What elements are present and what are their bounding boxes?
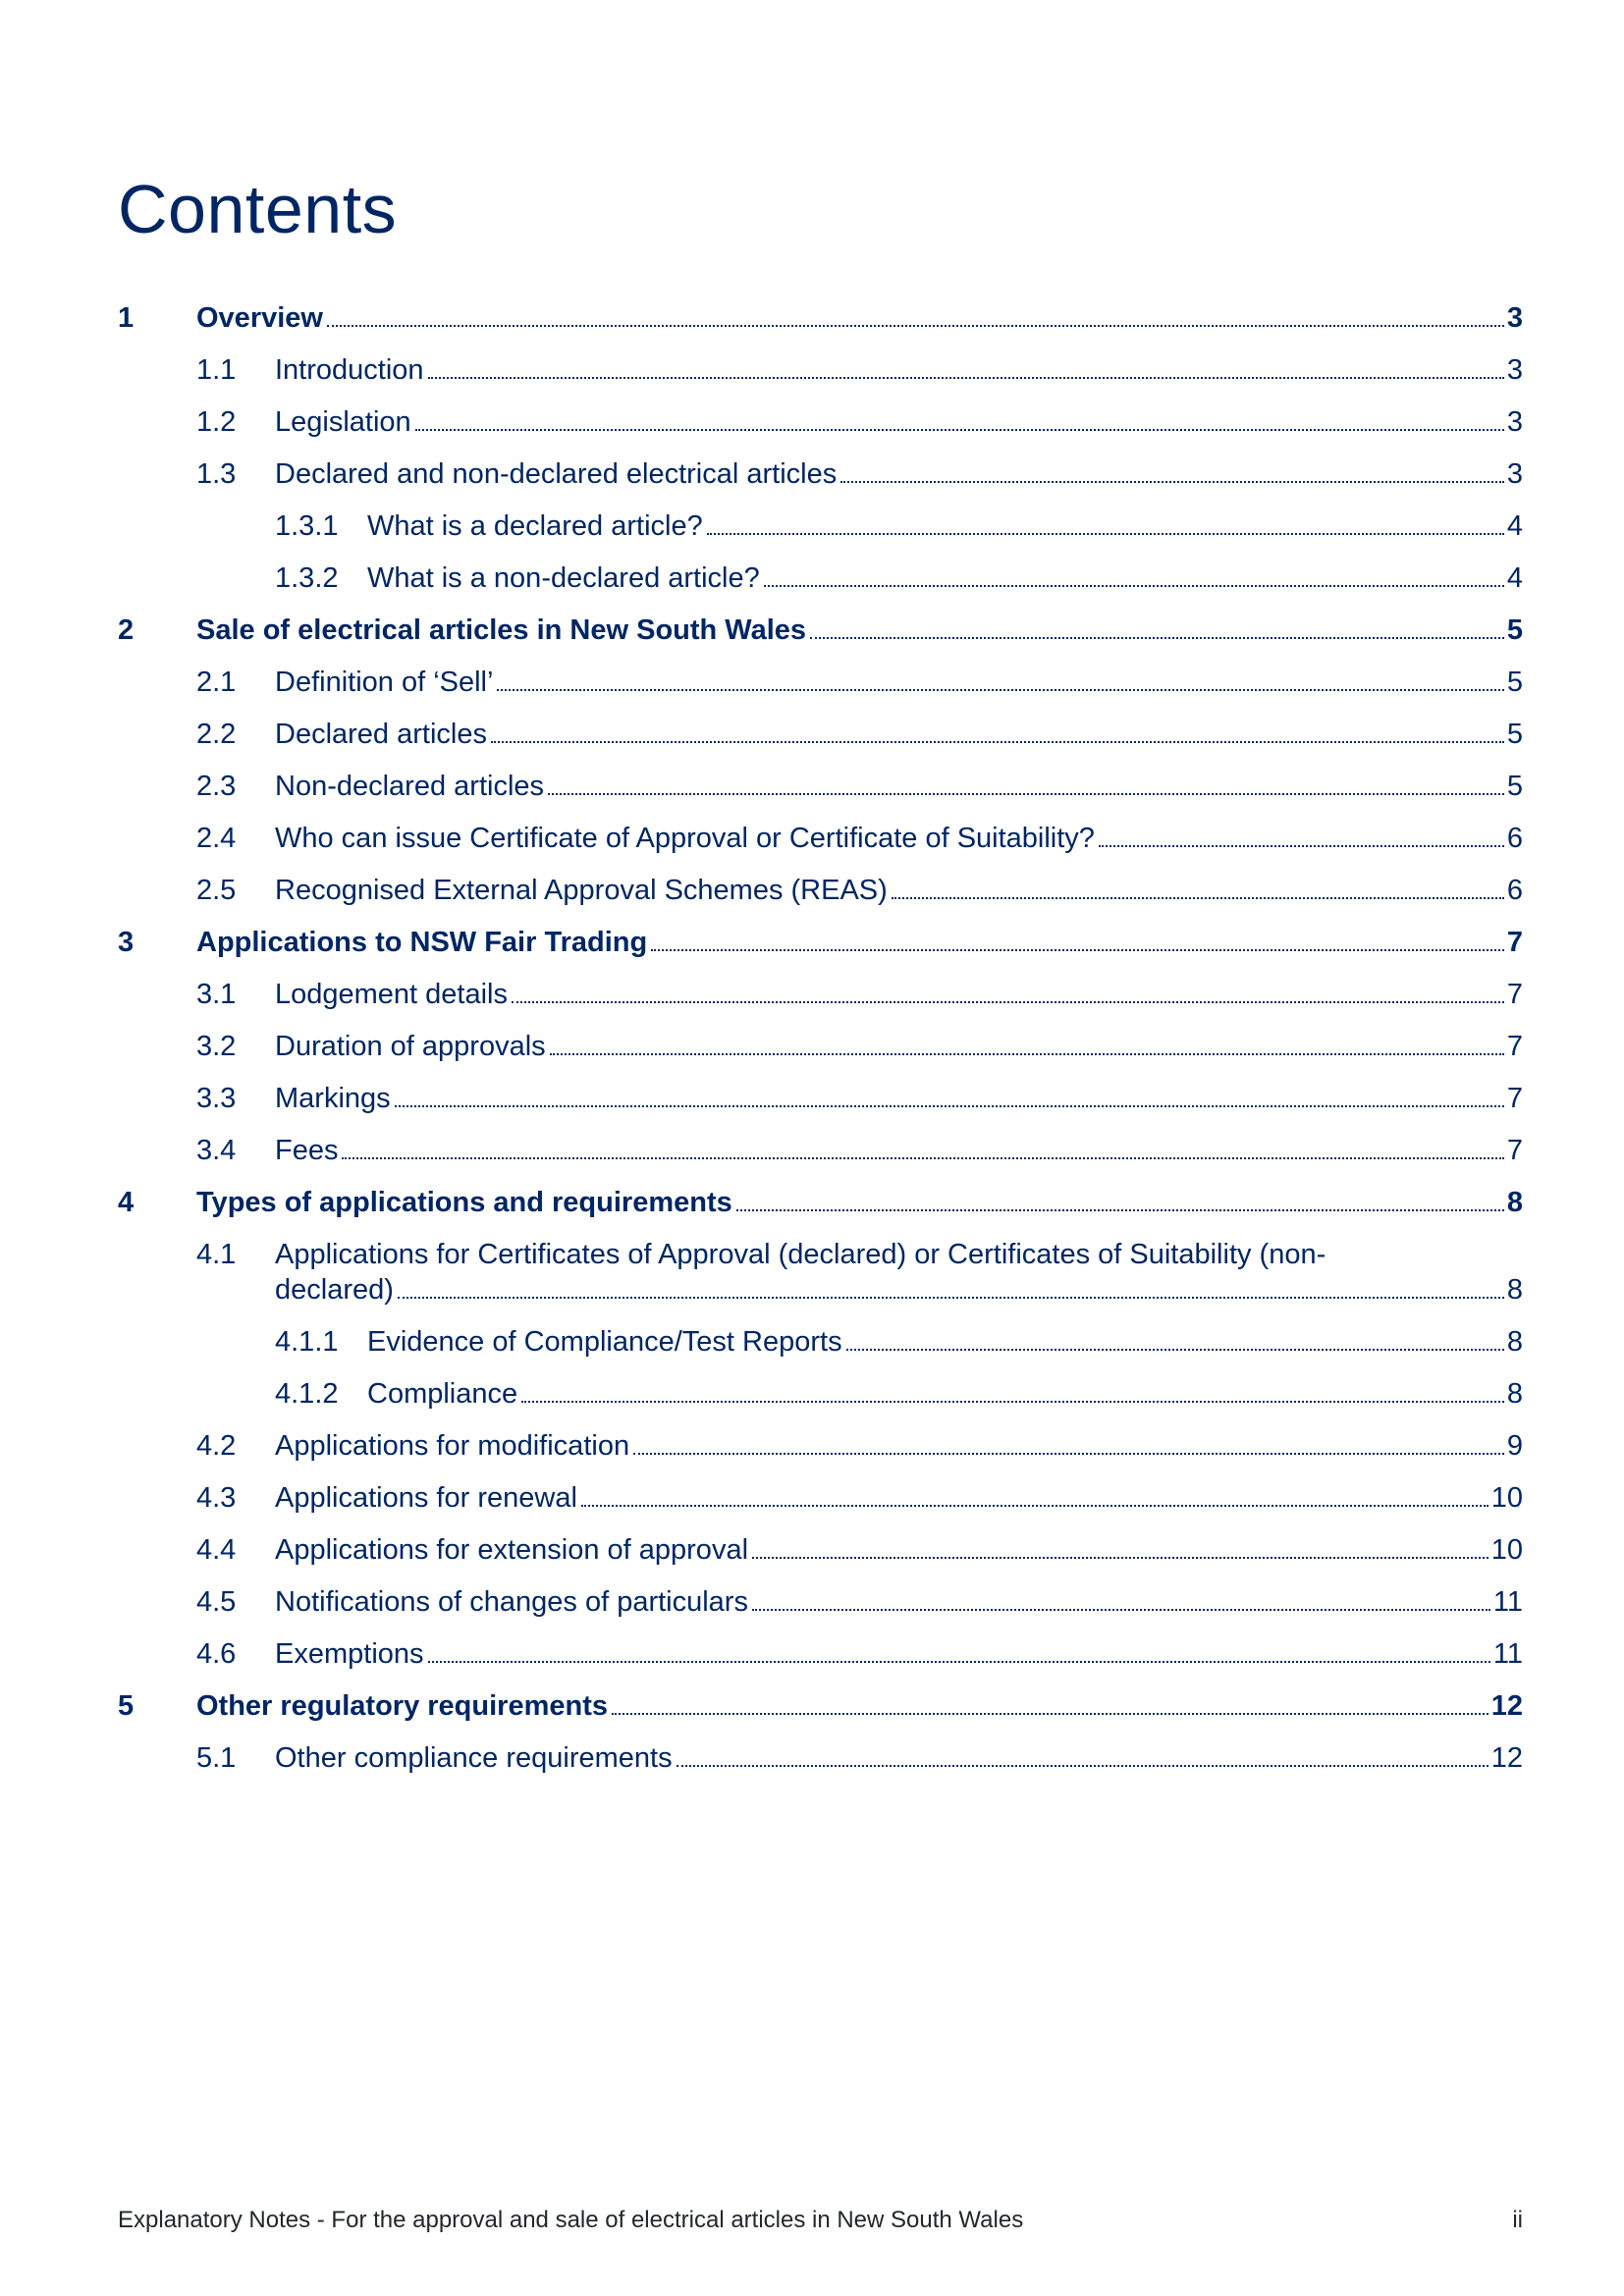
toc-page-number: 11 [1492,1586,1523,1618]
dot-leader [415,429,1504,431]
toc-number: 5.1 [196,1742,237,1774]
toc-page-number: 6 [1506,823,1523,854]
toc-title: Exemptions [275,1638,424,1670]
toc-entry[interactable] [118,821,1523,856]
toc-page-number: 3 [1506,354,1523,386]
toc-entry[interactable] [118,717,1523,752]
toc-number: 1.1 [196,354,237,386]
toc-title-line-1: Applications for Certificates of Approval (declared) or Certificates of Suitability (non- [275,1239,1326,1270]
toc-page-number: 7 [1506,927,1523,958]
toc-number: 1.3.1 [275,510,339,542]
toc-title: Applications for extension of approval [275,1534,749,1566]
toc-page-number: 3 [1506,406,1523,438]
toc-title: Declared and non-declared electrical articles [275,458,838,490]
toc-number: 2.2 [196,719,237,750]
dot-leader [428,1661,1490,1663]
toc-page-number: 7 [1506,979,1523,1010]
toc-entry[interactable] [118,925,1523,960]
toc-page-number: 5 [1506,667,1523,698]
dot-leader [752,1557,1489,1559]
toc-number: 4.1.1 [275,1326,339,1358]
toc-page-number: 5 [1506,771,1523,802]
toc-page-number: 11 [1492,1638,1523,1670]
toc-title: Overview [196,302,323,334]
dot-leader [846,1349,1504,1351]
toc-page-number: 5 [1506,719,1523,750]
table-of-contents [118,300,1523,1776]
dot-leader [342,1157,1503,1159]
toc-number: 2 [118,614,135,646]
toc-title: Recognised External Approval Schemes (REAS) [275,875,888,906]
toc-title: Markings [275,1083,391,1114]
toc-number: 2.3 [196,771,237,802]
toc-title: Lodgement details [275,979,508,1010]
toc-page-number: 7 [1506,1083,1523,1114]
toc-entry[interactable] [118,1237,1523,1308]
dot-leader [512,1001,1504,1003]
toc-entry[interactable] [118,1185,1523,1220]
toc-title: Notifications of changes of particulars [275,1586,748,1618]
toc-number: 3.2 [196,1031,237,1062]
toc-title: Evidence of Compliance/Test Reports [367,1326,842,1358]
toc-page-number: 6 [1506,875,1523,906]
toc-title: Applications to NSW Fair Trading [196,927,648,958]
toc-page-number: 8 [1506,1326,1523,1358]
toc-title: Applications for renewal [275,1482,577,1514]
toc-page-number: 9 [1506,1430,1523,1462]
toc-number: 4.3 [196,1482,237,1514]
toc-entry[interactable] [118,300,1523,336]
toc-title: Applications for modification [275,1430,630,1462]
toc-page-number: 3 [1506,302,1523,334]
toc-title: Declared articles [275,719,487,750]
toc-title-line-2: declared) [275,1274,394,1306]
dot-leader [581,1505,1489,1507]
dot-leader [327,325,1504,327]
dot-leader [707,533,1504,535]
toc-number: 4.1.2 [275,1378,339,1410]
toc-title: Introduction [275,354,424,386]
dot-leader [840,481,1504,483]
dot-leader [810,637,1504,639]
toc-number: 1.3 [196,458,237,490]
footer-document-title: Explanatory Notes - For the approval and sale of electrical articles in New South Wales [118,2207,1024,2233]
toc-entry[interactable] [118,1636,1523,1672]
dot-leader [633,1453,1504,1455]
toc-entry[interactable] [118,561,1523,596]
dot-leader [736,1209,1504,1211]
toc-number: 4.2 [196,1430,237,1462]
toc-number: 1.3.2 [275,562,339,594]
toc-number: 2.4 [196,823,237,854]
toc-entry[interactable] [118,1081,1523,1116]
toc-title: Duration of approvals [275,1031,546,1062]
toc-title: Definition of ‘Sell’ [275,667,494,698]
toc-entry[interactable] [118,1428,1523,1464]
toc-page-number: 5 [1506,614,1523,646]
dot-leader [521,1401,1504,1403]
toc-entry[interactable] [118,456,1523,492]
toc-title: Fees [275,1135,339,1166]
toc-page-number: 7 [1506,1031,1523,1062]
toc-page-number: 3 [1506,458,1523,490]
toc-entry[interactable] [118,1688,1523,1724]
toc-entry[interactable] [118,1324,1523,1360]
toc-number: 3.3 [196,1083,237,1114]
dot-leader [491,741,1504,743]
toc-entry[interactable] [118,404,1523,440]
toc-entry[interactable] [118,1584,1523,1620]
toc-number: 3.4 [196,1135,237,1166]
dot-leader [550,1053,1504,1055]
toc-number: 3.1 [196,979,237,1010]
toc-page-number: 10 [1490,1482,1523,1514]
toc-entry[interactable] [118,1532,1523,1568]
toc-entry[interactable] [118,352,1523,388]
toc-entry[interactable] [118,1376,1523,1412]
toc-entry[interactable] [118,1133,1523,1168]
toc-title: Types of applications and requirements [196,1187,732,1218]
toc-title: Non-declared articles [275,771,545,802]
toc-page-number: 12 [1490,1742,1523,1774]
toc-number: 5 [118,1690,135,1722]
toc-number: 2.1 [196,667,237,698]
toc-entry[interactable] [118,769,1523,804]
toc-number: 4.1 [196,1239,237,1270]
toc-title: Other compliance requirements [275,1742,673,1774]
toc-entry[interactable] [118,508,1523,544]
toc-title: What is a non-declared article? [367,562,760,594]
toc-number: 4.6 [196,1638,237,1670]
toc-page-number: 7 [1506,1135,1523,1166]
toc-page-number: 8 [1506,1274,1523,1306]
dot-leader [428,377,1504,379]
dot-leader [764,585,1504,587]
toc-page-number: 8 [1506,1187,1523,1218]
footer-page-number: ii [1512,2207,1523,2233]
toc-title: Compliance [367,1378,518,1410]
toc-page-number: 10 [1490,1534,1523,1566]
dot-leader [1099,845,1504,847]
dot-leader [892,897,1504,899]
toc-title: What is a declared article? [367,510,703,542]
toc-entry[interactable] [118,1029,1523,1064]
toc-number: 4 [118,1187,135,1218]
toc-number: 4.4 [196,1534,237,1566]
dot-leader [497,689,1503,691]
dot-leader [548,793,1504,795]
toc-entry[interactable] [118,665,1523,700]
toc-title: Who can issue Certificate of Approval or Certificate of Suitability? [275,823,1095,854]
dot-leader [398,1297,1504,1299]
toc-page-number: 12 [1490,1690,1523,1722]
dot-leader [395,1105,1504,1107]
dot-leader [752,1609,1490,1611]
dot-leader [677,1765,1489,1767]
dot-leader [651,949,1504,951]
toc-page-number: 4 [1506,510,1523,542]
toc-page-number: 4 [1506,562,1523,594]
toc-entry[interactable] [118,613,1523,648]
toc-number: 1 [118,302,135,334]
toc-number: 3 [118,927,135,958]
toc-entry[interactable] [118,1480,1523,1516]
toc-title: Legislation [275,406,411,438]
toc-number: 4.5 [196,1586,237,1618]
toc-entry[interactable] [118,873,1523,908]
page-title: Contents [118,171,398,247]
dot-leader [612,1713,1489,1715]
toc-entry[interactable] [118,1740,1523,1776]
toc-entry[interactable] [118,977,1523,1012]
toc-number: 1.2 [196,406,237,438]
toc-title: Sale of electrical articles in New South Wales [196,614,807,646]
toc-page-number: 8 [1506,1378,1523,1410]
toc-number: 2.5 [196,875,237,906]
toc-title: Other regulatory requirements [196,1690,608,1722]
